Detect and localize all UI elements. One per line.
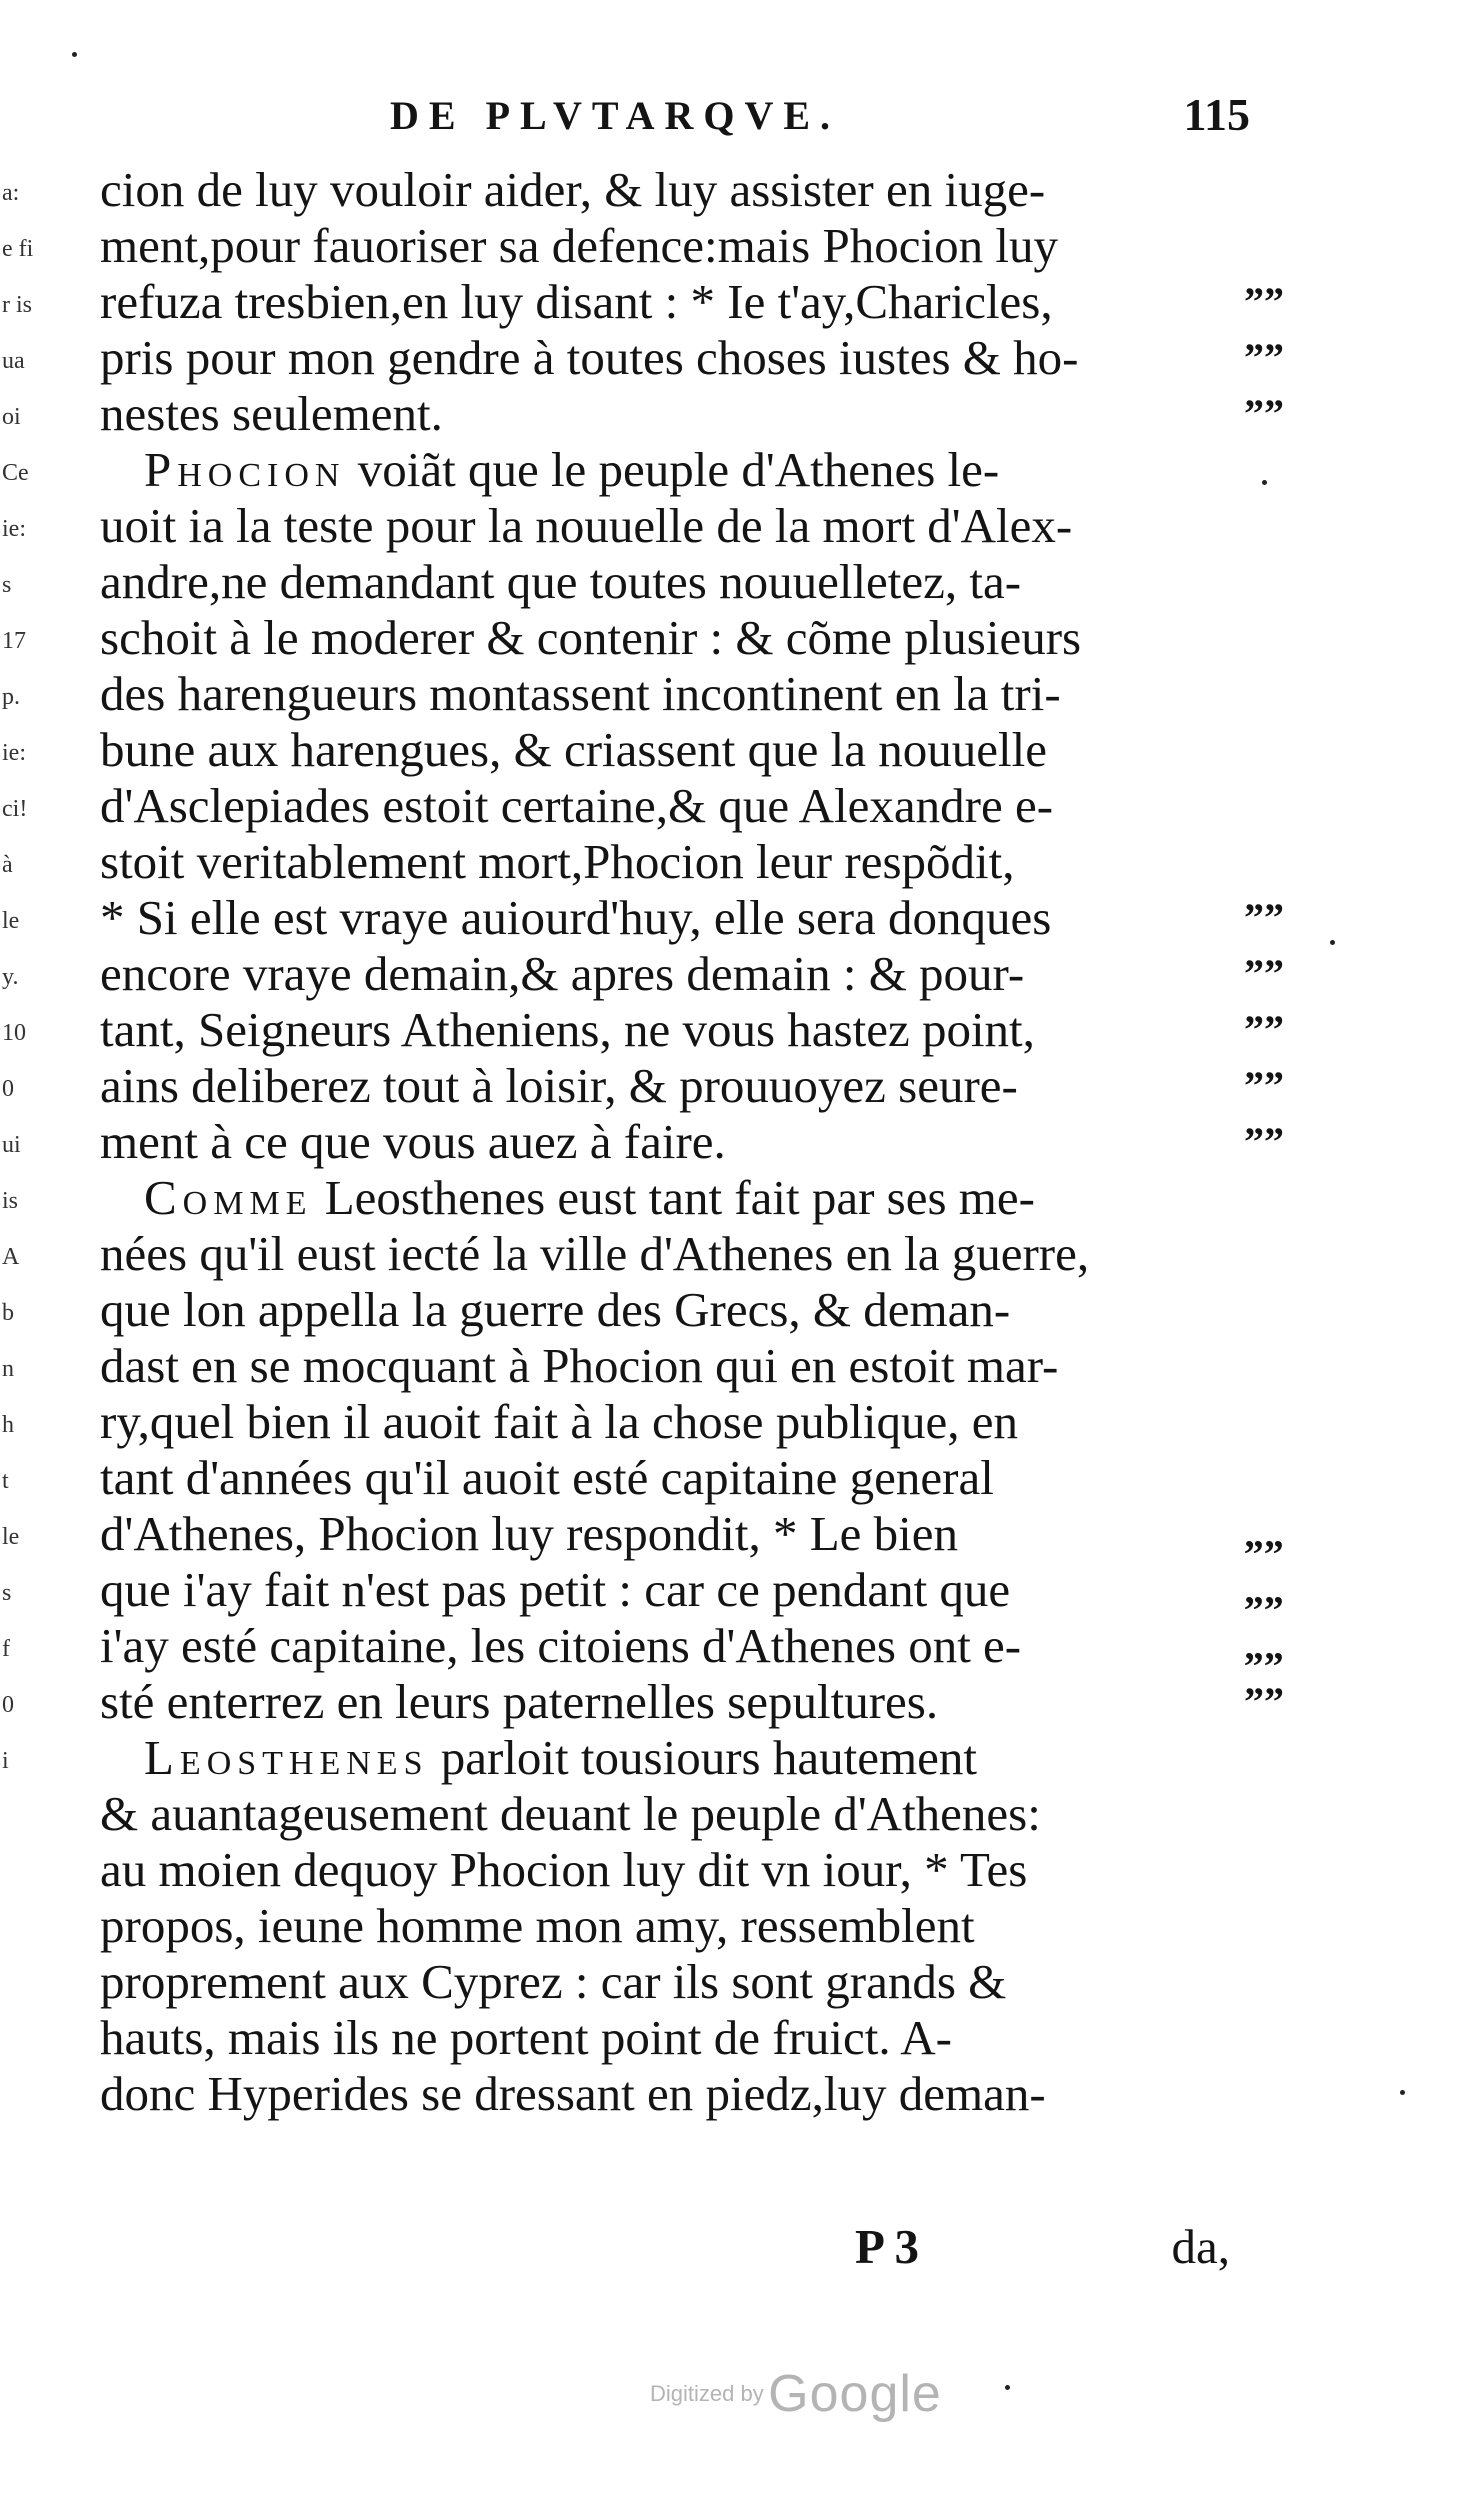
bleed-fragment: y.: [2, 964, 19, 990]
bleed-fragment: t: [2, 1468, 9, 1494]
line-text: uoit ia la teste pour la nouuelle de la mort d'Alex-: [100, 498, 1073, 553]
quote-mark: „„: [1244, 1623, 1284, 1668]
text-line: [100, 1226, 1230, 1282]
text-line: [100, 442, 1230, 498]
quote-mark: ””: [1244, 951, 1284, 996]
line-text: & auantageusement deuant le peuple d'Athenes:: [100, 1786, 1041, 1841]
text-line: [100, 218, 1230, 274]
text-line: [100, 666, 1230, 722]
bleed-fragment: f: [2, 1636, 10, 1662]
text-line: [100, 1114, 1230, 1170]
text-line: [100, 2010, 1230, 2066]
quote-mark: ””: [1244, 1063, 1284, 1108]
line-text: cion de luy vouloir aider, & luy assister en iuge-: [100, 162, 1046, 217]
line-text: que lon appella la guerre des Grecs, & deman-: [100, 1282, 1011, 1337]
text-line: [100, 386, 1230, 442]
body-text: [100, 162, 1230, 2122]
text-line: [100, 1954, 1230, 2010]
bleed-fragment: is: [2, 1188, 19, 1214]
line-text: parloit tousiours hautement: [428, 1730, 977, 1785]
line-text: d'Athenes, Phocion luy respondit, * Le bien: [100, 1506, 959, 1561]
bleed-fragment: ie:: [2, 516, 26, 542]
line-text: proprement aux Cyprez : car ils sont grands &: [100, 1954, 1007, 2009]
bleed-fragment: Ce: [2, 460, 29, 486]
ink-speck: [1005, 2385, 1010, 2390]
line-text: au moien dequoy Phocion luy dit vn iour, * Tes: [100, 1842, 1028, 1897]
line-text: tant d'années qu'il auoit esté capitaine general: [100, 1450, 994, 1505]
bleed-fragment: A: [2, 1244, 20, 1270]
quote-mark: ””: [1244, 1007, 1284, 1052]
bleed-fragment: s: [2, 572, 12, 598]
text-line: [100, 778, 1230, 834]
line-text: voiãt que le peuple d'Athenes le-: [345, 442, 1000, 497]
text-line: [100, 1618, 1230, 1674]
text-line: [100, 1562, 1230, 1618]
bleed-fragment: à: [2, 852, 13, 878]
text-line: [100, 834, 1230, 890]
text-line: [100, 1674, 1230, 1730]
bleed-fragment: 0: [2, 1692, 14, 1718]
text-line: [100, 610, 1230, 666]
text-line: [100, 1730, 1230, 1786]
bleed-fragment: 0: [2, 1076, 14, 1102]
page-number: 115: [1183, 89, 1250, 140]
line-text: des harengueurs montassent incontinent en la tri-: [100, 666, 1061, 721]
line-text: schoit à le moderer & contenir : & cõme plusieurs: [100, 610, 1082, 665]
text-line: [100, 498, 1230, 554]
paragraph-lead-word: Leosthenes: [144, 1730, 429, 1785]
bleed-fragment: 17: [2, 628, 26, 654]
ink-speck: [1262, 480, 1267, 485]
quote-mark: ””: [1244, 279, 1284, 324]
text-line: [100, 890, 1230, 946]
line-text: bune aux harengues, & criassent que la nouuelle: [100, 722, 1048, 777]
line-text: hauts, mais ils ne portent point de fruict. A-: [100, 2010, 952, 2065]
bleed-fragment: i: [2, 1748, 9, 1774]
digitized-watermark: [650, 2364, 942, 2424]
quote-mark: „„: [1244, 1567, 1284, 1612]
ink-speck: [1330, 940, 1335, 945]
text-line: [100, 330, 1230, 386]
text-line: [100, 946, 1230, 1002]
bleed-fragment: ie:: [2, 740, 26, 766]
text-line: [100, 1170, 1230, 1226]
bleed-fragment: a:: [2, 180, 20, 206]
signature-mark: P 3: [855, 2219, 919, 2274]
bleed-fragment: n: [2, 1356, 14, 1382]
line-text: dast en se mocquant à Phocion qui en estoit mar-: [100, 1338, 1059, 1393]
paragraph-lead-word: Comme: [144, 1170, 313, 1225]
line-text: stoit veritablement mort,Phocion leur respõdit,: [100, 834, 1015, 889]
line-text: tant, Seigneurs Atheniens, ne vous hastez point,: [100, 1002, 1035, 1057]
quote-mark: ””: [1244, 335, 1284, 380]
text-line: [100, 1002, 1230, 1058]
line-text: ment,pour fauoriser sa defence:mais Phocion luy: [100, 218, 1058, 273]
bleed-fragment: ui: [2, 1132, 21, 1158]
bleed-fragment: le: [2, 1524, 20, 1550]
bleed-fragment: p.: [2, 684, 20, 710]
bleed-fragment: b: [2, 1300, 14, 1326]
bleed-fragment: e fi: [2, 236, 34, 262]
line-text: * Si elle est vraye auiourd'huy, elle sera donques: [100, 890, 1052, 945]
line-text: pris pour mon gendre à toutes choses iustes & ho-: [100, 330, 1079, 385]
text-line: [100, 554, 1230, 610]
line-text: d'Asclepiades estoit certaine,& que Alexandre e-: [100, 778, 1054, 833]
quote-mark: ””: [1244, 391, 1284, 436]
text-line: [100, 1394, 1230, 1450]
page-footer: [100, 2218, 1230, 2278]
line-text: ains deliberez tout à loisir, & prouuoyez seure-: [100, 1058, 1018, 1113]
text-line: [100, 1842, 1230, 1898]
running-title: DE PLVTARQVE.: [390, 93, 841, 138]
catchword: da,: [1171, 2219, 1230, 2274]
paragraph-lead-word: Phocion: [144, 442, 346, 497]
quote-mark: ””: [1244, 1119, 1284, 1164]
line-text: nées qu'il eust iecté la ville d'Athenes en la guerre,: [100, 1226, 1090, 1281]
bleed-fragment: r is: [2, 292, 32, 318]
text-line: [100, 722, 1230, 778]
text-line: [100, 1450, 1230, 1506]
line-text: nestes seulement.: [100, 386, 443, 441]
line-text: Leosthenes eust tant fait par ses me-: [312, 1170, 1035, 1225]
line-text: ry,quel bien il auoit fait à la chose publique, en: [100, 1394, 1019, 1449]
running-head: [390, 89, 1250, 142]
text-line: [100, 1282, 1230, 1338]
ink-speck: [1400, 2090, 1405, 2095]
line-text: donc Hyperides se dressant en piedz,luy deman-: [100, 2066, 1046, 2121]
quote-mark: „„: [1244, 1511, 1284, 1556]
text-line: [100, 274, 1230, 330]
text-line: [100, 162, 1230, 218]
bleed-fragment: 10: [2, 1020, 26, 1046]
line-text: andre,ne demandant que toutes nouuelletez, ta-: [100, 554, 1022, 609]
text-line: [100, 1338, 1230, 1394]
bleed-fragment: h: [2, 1412, 14, 1438]
watermark-brand: Google: [768, 2365, 942, 2423]
line-text: propos, ieune homme mon amy, ressemblent: [100, 1898, 975, 1953]
watermark-prefix: Digitized by: [650, 2381, 764, 2406]
text-line: [100, 1058, 1230, 1114]
bleed-fragment: ci!: [2, 796, 28, 822]
text-line: [100, 1506, 1230, 1562]
line-text: sté enterrez en leurs paternelles sepultures.: [100, 1674, 939, 1729]
bleed-fragment: le: [2, 908, 20, 934]
line-text: refuza tresbien,en luy disant : * Ie t'ay,Charicles,: [100, 274, 1053, 329]
text-line: [100, 2066, 1230, 2122]
bleed-fragment: s: [2, 1580, 12, 1606]
text-line: [100, 1786, 1230, 1842]
line-text: i'ay esté capitaine, les citoiens d'Athenes ont e-: [100, 1618, 1022, 1673]
line-text: encore vraye demain,& apres demain : & pour-: [100, 946, 1025, 1001]
quote-mark: ””: [1244, 895, 1284, 940]
text-line: [100, 1898, 1230, 1954]
line-text: que i'ay fait n'est pas petit : car ce pendant que: [100, 1562, 1011, 1617]
ink-speck: [72, 52, 77, 57]
bleed-fragment: ua: [2, 348, 25, 374]
line-text: ment à ce que vous auez à faire.: [100, 1114, 726, 1169]
quote-mark: ””: [1244, 1679, 1284, 1724]
bleed-fragment: oi: [2, 404, 21, 430]
